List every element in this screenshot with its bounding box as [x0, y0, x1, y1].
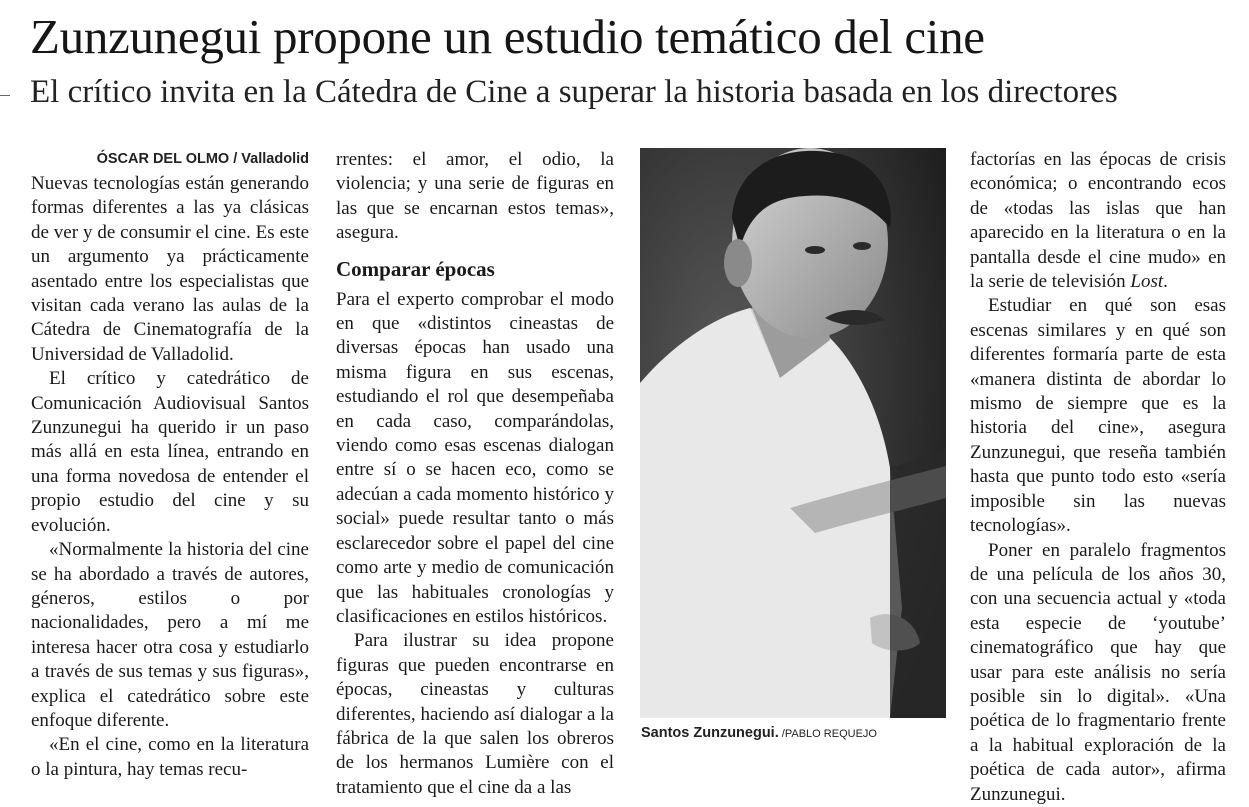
paragraph: rrentes: el amor, el odio, la violencia; y una serie de figuras en las que se encarnan estos temas», asegura. [336, 149, 614, 244]
paragraph: Para ilustrar su idea propone figuras que pueden encontrarse en épocas, cineastas y culturas diferentes, haciendo así dialogar a la fábrica de la que salen los obreros de los hermanos Lumière con el tratamiento que el cine da a las [336, 630, 614, 798]
paragraph: El crítico y catedrático de Comunicación Audiovisual Santos Zunzunegui ha querido ir un paso más allá en esta línea, entrando en una forma novedosa de entender el propio estudio del cine y su evolución. [31, 368, 309, 536]
paragraph: «En el cine, como en la literatura o la pintura, hay temas recu- [31, 734, 309, 780]
paragraph: Poner en paralelo fragmentos de una película de los años 30, con una secuencia actual y «toda esta especie de ‘youtube’ cinematográfico que hay que usar para este análisis no sería posible sin lo digital». «Una poética de lo fragmentario frente a la habitual exploración de la poética de cada autor», afirma Zunzunegui. [970, 539, 1226, 805]
section-subtitle: Comparar épocas [336, 256, 495, 281]
paragraph-text: factorías en las épocas de crisis económica; o encontrando ecos de «todas las islas que han aparecido en la literatura o en la pantalla desde el cine mudo» en la serie de televisión [970, 149, 1226, 293]
caption-name: Santos Zunzunegui. [641, 725, 779, 741]
margin-mark [0, 95, 10, 96]
byline: ÓSCAR DEL OLMO / Valladolid [96, 151, 309, 167]
column-4 [970, 148, 1226, 807]
photo-caption [641, 724, 877, 742]
caption-credit: /PABLO REQUEJO [778, 728, 877, 740]
paragraph: Nuevas tecnologías están generando formas diferentes a las ya clásicas de ver y de consumir el cine. Es este un argumento ya prácticamente asentado entre los especialistas que visitan cada verano las aulas de la Cátedra de Cinematografía de la Universidad de Valladolid. [31, 173, 309, 365]
subheadline: El crítico invita en la Cátedra de Cine a superar la historia basada en los directores [30, 74, 1118, 110]
paragraph: «Normalmente la historia del cine se ha abordado a través de autores, géneros, estilos o por nacionalidades, pero a mí me interesa hacer otra cosa y estudiarlo a través de sus temas y sus figuras», explica el catedrático sobre este enfoque diferente. [31, 539, 309, 731]
paragraph: Para el experto comprobar el modo en que «distintos cineastas de diversas épocas han usado una misma figura en sus escenas, estudiando el rol que desempeñaba en cada caso, comparándolas, viendo como esas escenas dialogan entre sí o se hacen eco, como se adecúan a cada momento histórico y social» puede resultar tanto o más esclarecedor sobre el papel del cine como arte y medio de comunicación que las habituales cronologías y clasificaciones en estilos históricos. [336, 288, 614, 627]
article-photo [640, 148, 946, 718]
paragraph-end: . [1163, 271, 1168, 293]
tv-series-title: Lost [1130, 271, 1164, 293]
paragraph: Estudiar en qué son esas escenas similares y en qué son diferentes formaría parte de esta «manera distinta de abordar lo mismo de siempre que es la historia del cine», asegura Zunzunegui, que reseña también hasta que punto todo esto «sería imposible sin las nuevas tecnologías». [970, 295, 1226, 537]
headline: Zunzunegui propone un estudio temático del cine [30, 9, 985, 64]
paragraph [970, 148, 1226, 294]
photo-portrait [640, 148, 946, 718]
column-2 [336, 148, 614, 800]
column-1 [31, 148, 309, 782]
